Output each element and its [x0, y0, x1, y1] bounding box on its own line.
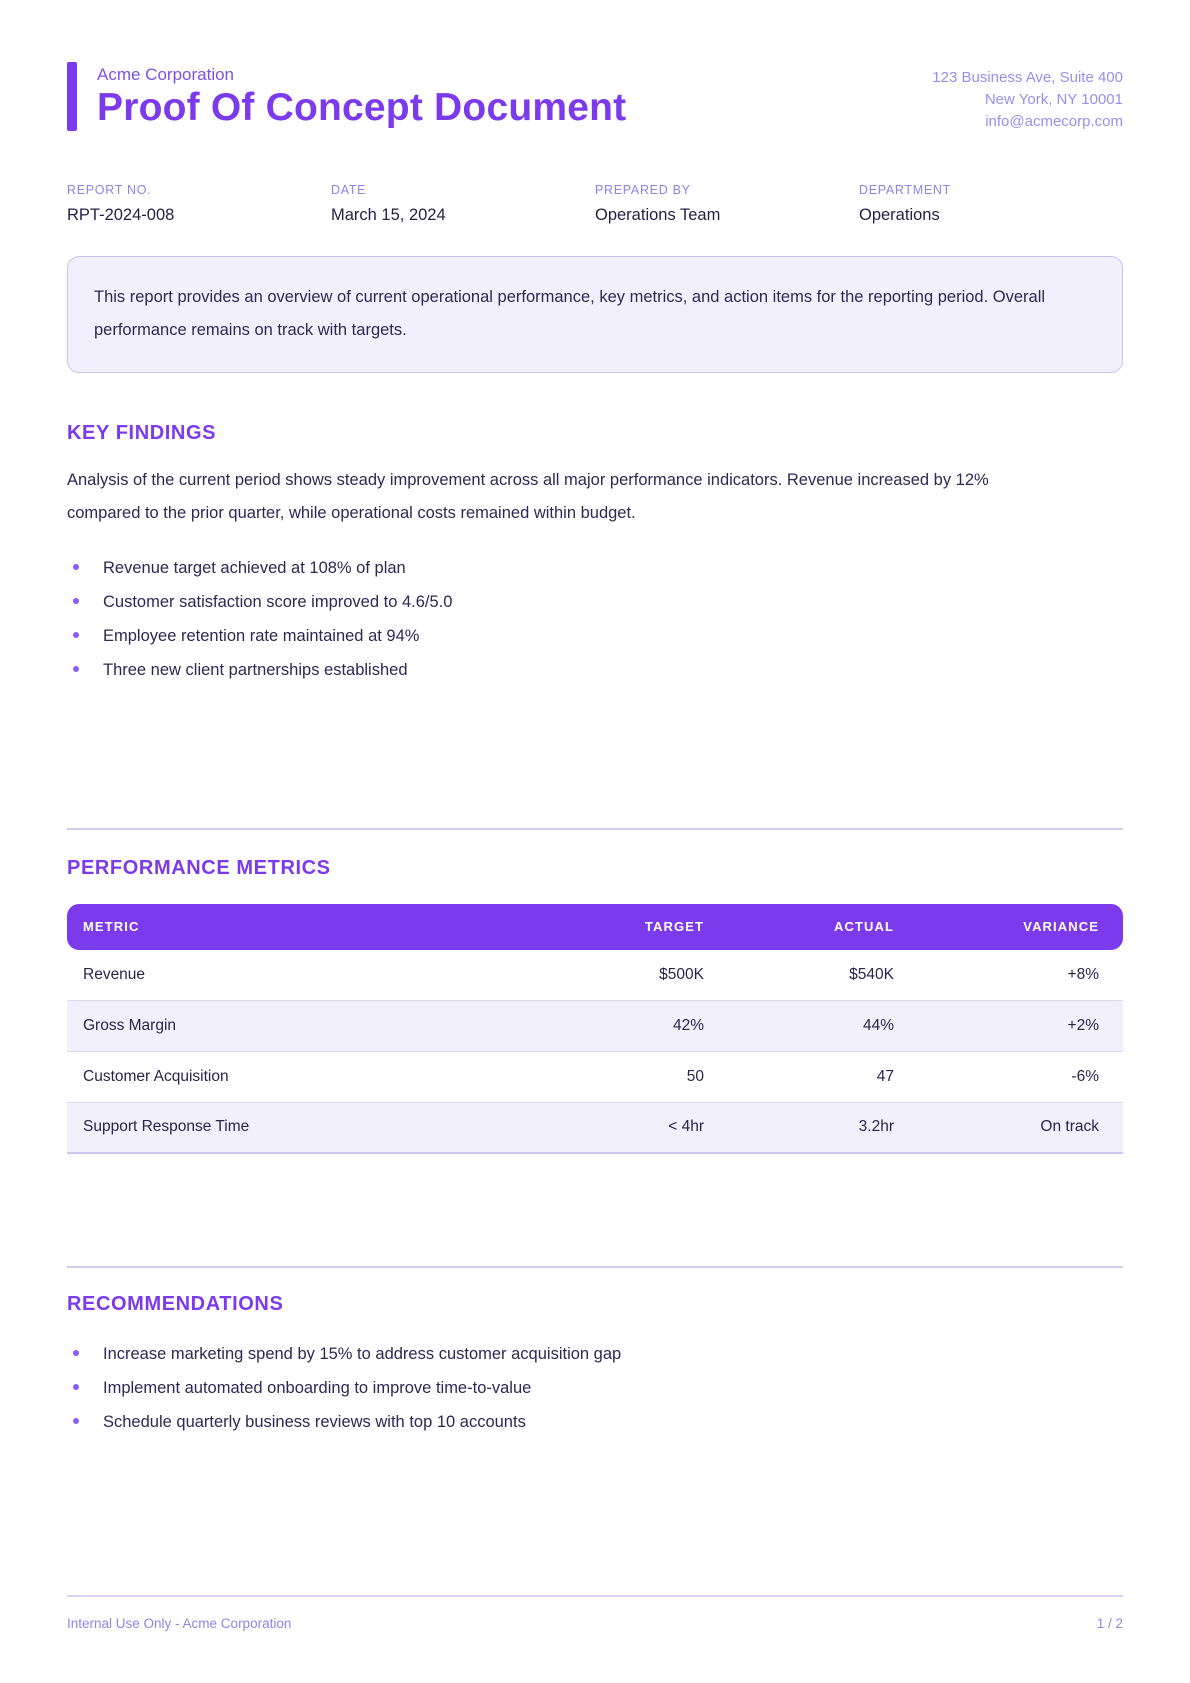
meta-value: March 15, 2024 [331, 205, 446, 224]
table-body [67, 950, 1123, 1154]
list-item-text: Revenue target achieved at 108% of plan [103, 559, 406, 578]
meta-value: RPT-2024-008 [67, 205, 175, 224]
meta-label: DEPARTMENT [859, 182, 951, 197]
table-row [67, 1103, 1123, 1154]
recommendations-list [67, 1338, 1123, 1440]
column-header-variance: VARIANCE [1023, 919, 1099, 935]
list-item [67, 654, 1123, 688]
list-item-text: Employee retention rate maintained at 94% [103, 627, 420, 646]
meta-field-prepared-by [595, 183, 859, 225]
section-divider [67, 1266, 1123, 1268]
recommendations-heading: RECOMMENDATIONS [67, 1292, 284, 1315]
cell-actual: 44% [862, 1016, 894, 1034]
meta-value: Operations Team [595, 205, 721, 224]
meta-label: REPORT NO. [67, 182, 152, 197]
bullet-icon [73, 666, 79, 672]
list-item [67, 1372, 1123, 1406]
table-row [67, 950, 1123, 1001]
bullet-icon [73, 1418, 79, 1424]
performance-metrics-heading: PERFORMANCE METRICS [67, 856, 331, 879]
key-findings-heading: KEY FINDINGS [67, 421, 217, 444]
title-text-block [97, 62, 626, 131]
bullet-icon [73, 598, 79, 604]
bullet-icon [73, 564, 79, 570]
key-findings-list [67, 552, 1123, 688]
address-email: info@acmecorp.com [985, 113, 1123, 131]
bullet-icon [73, 632, 79, 638]
cell-actual: 47 [876, 1067, 894, 1085]
metrics-table [67, 904, 1123, 1154]
list-item-text: Three new client partnerships established [103, 661, 408, 680]
cell-target: 42% [672, 1016, 704, 1034]
list-item [67, 552, 1123, 586]
page-title: Proof Of Concept Document [97, 86, 627, 129]
section-divider [67, 828, 1123, 830]
cell-variance: On track [1040, 1118, 1099, 1136]
cell-target: 50 [686, 1067, 704, 1085]
list-item [67, 1338, 1123, 1372]
meta-field-department [859, 183, 1123, 225]
list-item-text: Customer satisfaction score improved to 4.6/5.0 [103, 593, 453, 612]
list-item [67, 586, 1123, 620]
meta-value: Operations [859, 205, 940, 224]
table-row [67, 1052, 1123, 1103]
meta-field-date [331, 183, 595, 225]
cell-metric: Customer Acquisition [83, 1067, 229, 1085]
cell-metric: Gross Margin [83, 1016, 177, 1034]
cell-metric: Revenue [83, 965, 146, 983]
bullet-icon [73, 1384, 79, 1390]
key-findings-paragraph: Analysis of the current period shows steady improvement across all major performance indicators. Revenue increased by 12% compared to the prior quarter, while operational costs remained within budget. [67, 470, 989, 522]
cell-actual: $540K [849, 965, 894, 983]
company-address [932, 62, 1123, 134]
cell-target: < 4hr [668, 1118, 704, 1136]
table-header-row [67, 904, 1123, 950]
column-header-actual: ACTUAL [833, 919, 894, 935]
table-row [67, 1001, 1123, 1052]
meta-field-report-no [67, 183, 331, 225]
cell-actual: 3.2hr [858, 1118, 894, 1136]
meta-label: PREPARED BY [595, 182, 691, 197]
summary-callout: This report provides an overview of current operational performance, key metrics, and action items for the reporting period. Overall performance remains on track with targets. [67, 256, 1123, 373]
cell-metric: Support Response Time [83, 1118, 250, 1136]
cell-variance: -6% [1071, 1067, 1099, 1085]
list-item [67, 1406, 1123, 1440]
cell-variance: +8% [1067, 965, 1099, 983]
document-footer [67, 1595, 1123, 1631]
address-line: New York, NY 10001 [984, 91, 1123, 109]
meta-label: DATE [331, 182, 367, 197]
cell-target: $500K [659, 965, 704, 983]
accent-bar [67, 62, 77, 131]
footer-classification: Internal Use Only - Acme Corporation [67, 1616, 292, 1631]
title-group [67, 62, 626, 131]
footer-page-number: 1 / 2 [1096, 1616, 1123, 1631]
address-line: 123 Business Ave, Suite 400 [932, 69, 1123, 86]
list-item-text: Increase marketing spend by 15% to address customer acquisition gap [103, 1345, 622, 1364]
report-meta-row [67, 183, 1123, 225]
list-item-text: Schedule quarterly business reviews with top 10 accounts [103, 1413, 526, 1432]
column-header-metric: METRIC [83, 919, 140, 935]
cell-variance: +2% [1067, 1016, 1099, 1034]
bullet-icon [73, 1350, 79, 1356]
list-item [67, 620, 1123, 654]
document-header [67, 62, 1123, 134]
column-header-target: TARGET [644, 919, 704, 935]
company-name: Acme Corporation [97, 65, 235, 84]
list-item-text: Implement automated onboarding to improve time-to-value [103, 1379, 532, 1398]
